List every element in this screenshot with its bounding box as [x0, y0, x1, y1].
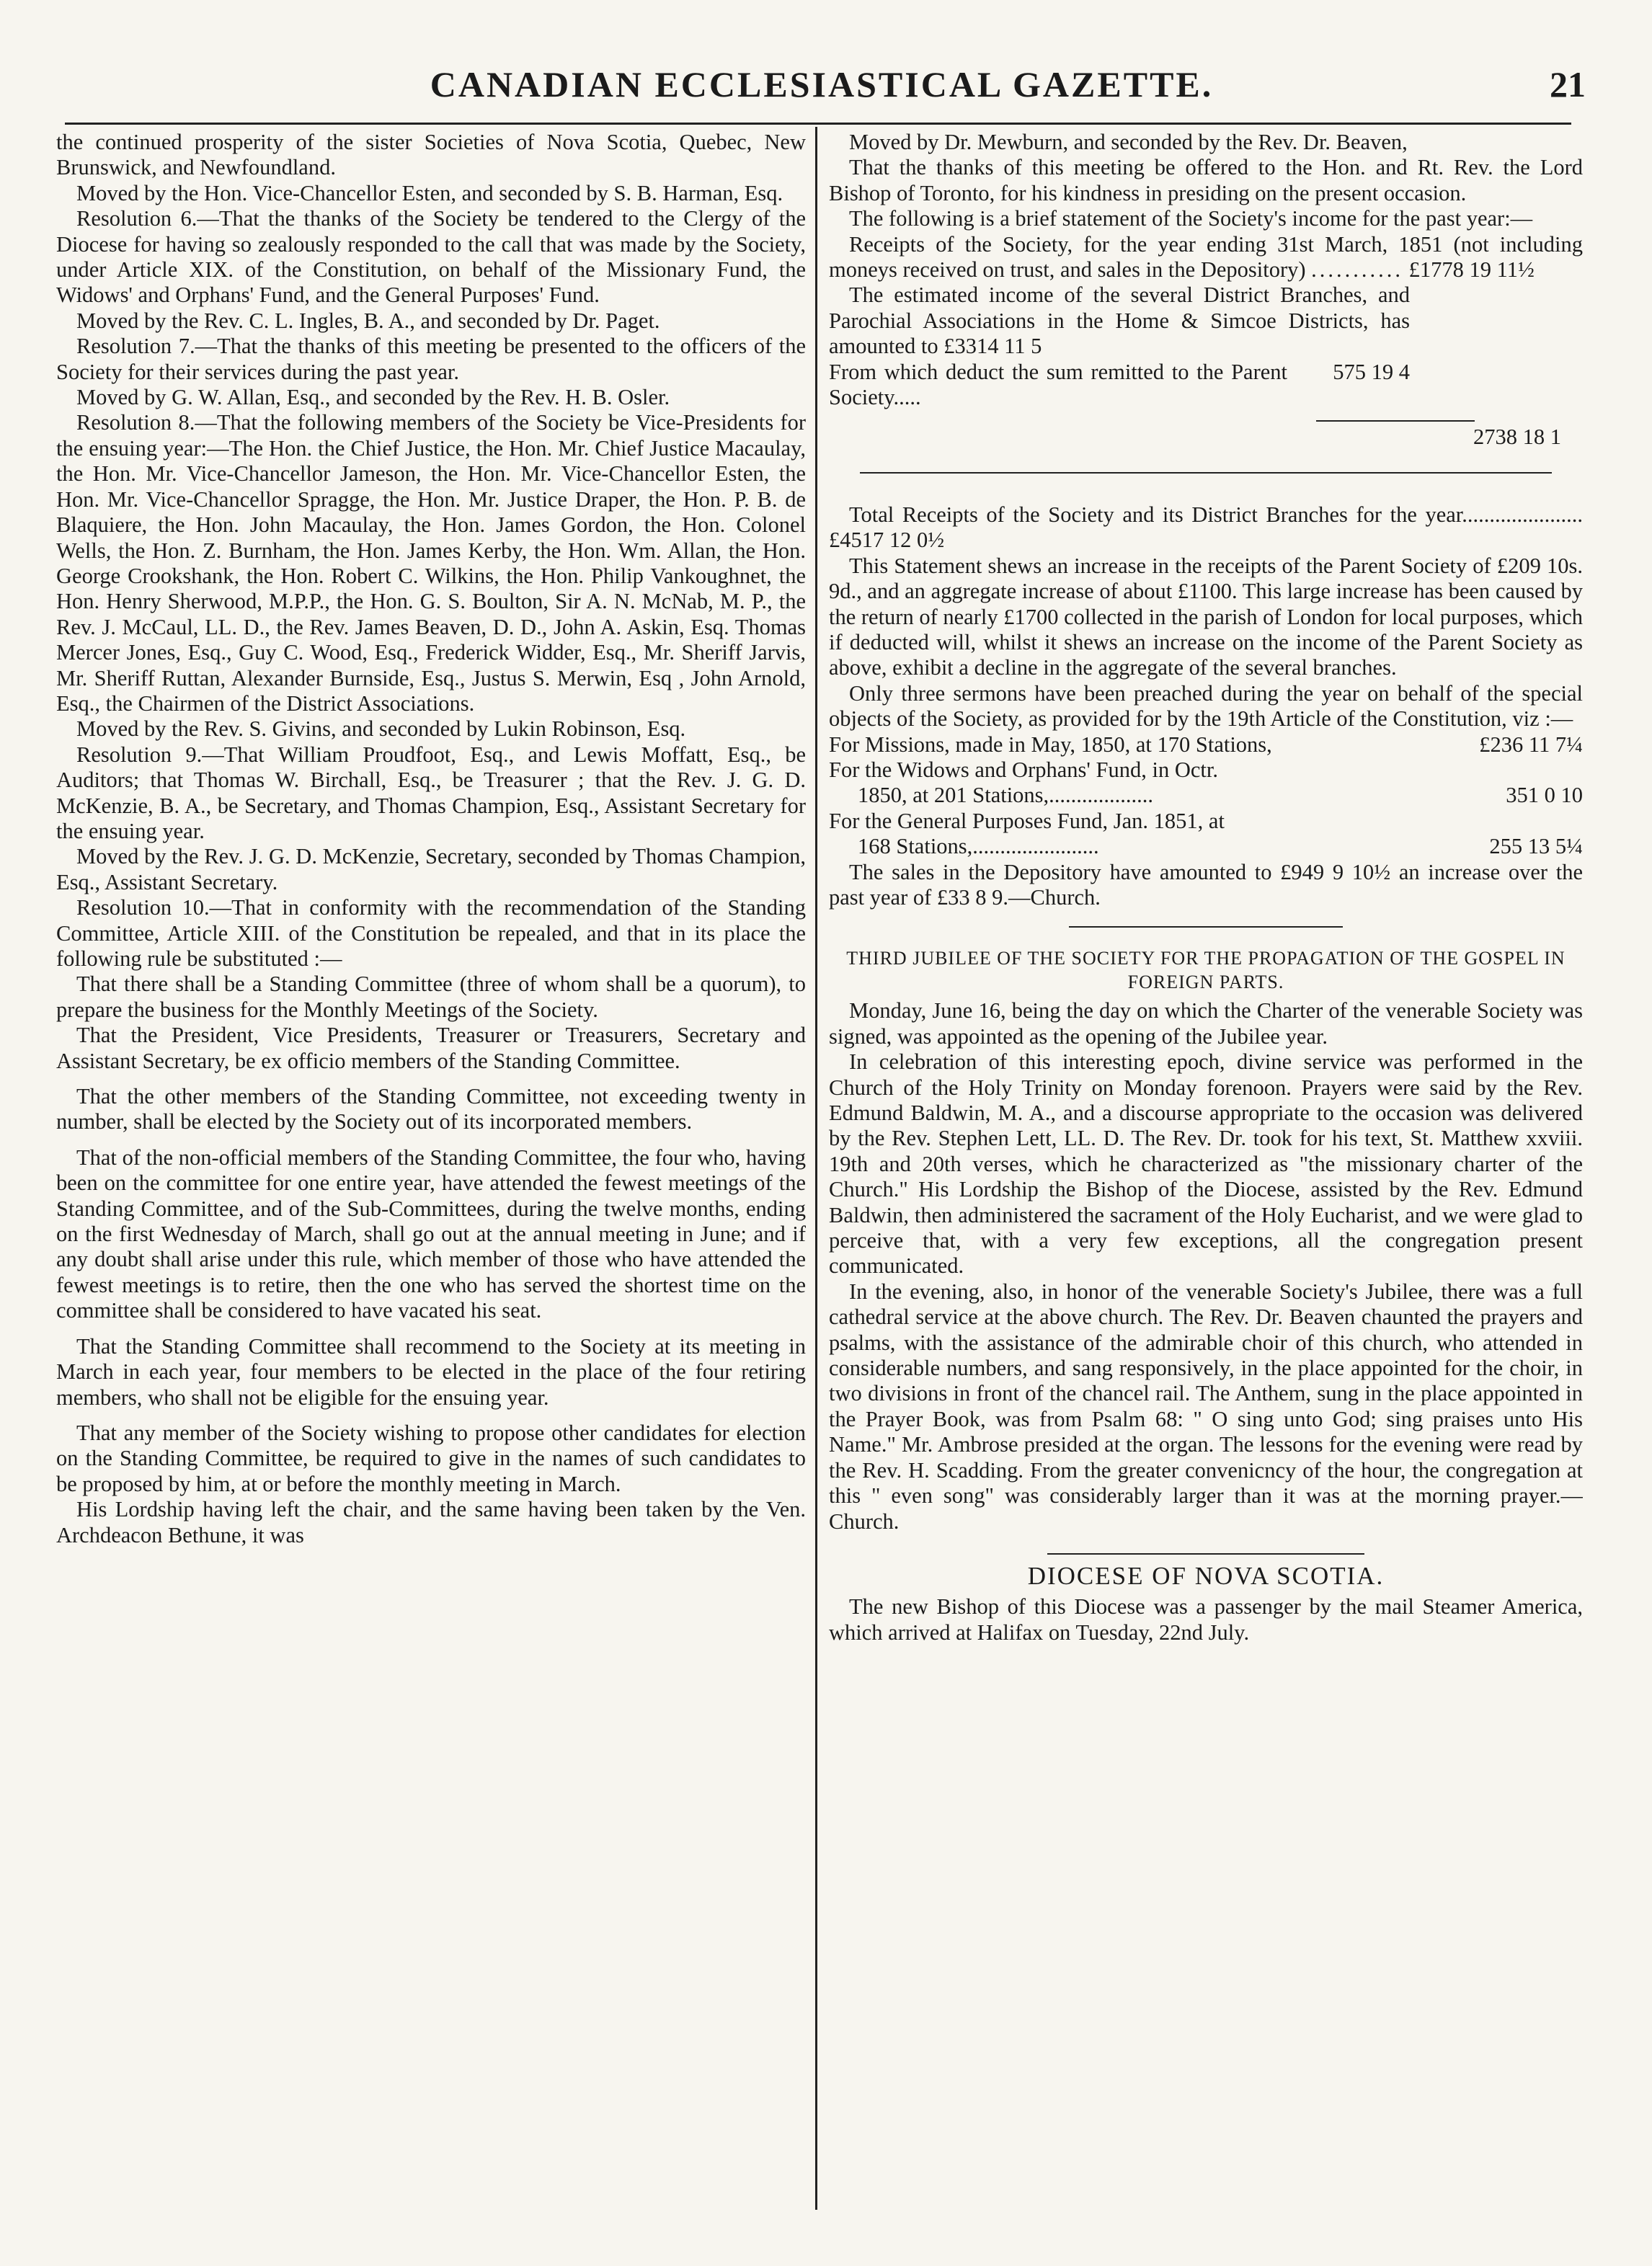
left-column: [56, 130, 806, 2205]
receipts-text: Receipts of the Society, for the year ending 31st March, 1851 (not including moneys received on trust, and sales in the Depository): [829, 231, 1583, 283]
total-amount: £4517 12 0½: [829, 528, 945, 553]
paragraph: This Statement shews an increase in the receipts of the Parent Society of £209 10s. 9d., and an aggregate increase of about £1100. This large increase has been caused by the return of nearly £1700 collected in the parish of London for local purposes, which if deducted will, whilst it shews an increase on the income of the Parent Society as above, exhibit a decline in the aggregate of the several branches.: [829, 553, 1583, 680]
paragraph: The following is a brief statement of the Society's income for the past year:—: [849, 206, 1533, 231]
sermon-widows-label: For the Widows and Orphans' Fund, in Octr.: [829, 757, 1218, 782]
rule-paragraph: That the President, Vice Presidents, Treasurer or Treasurers, Secretary and Assistant Secretary, be ex officio members of the Standing Committee.: [56, 1023, 806, 1073]
paragraph: The new Bishop of this Diocese was a passenger by the mail Steamer America, which arrived at Halifax on Tuesday, 22nd July.: [829, 1594, 1583, 1645]
general-text: 168 Stations,.......................: [858, 834, 1099, 859]
nova-scotia-heading: DIOCESE OF NOVA SCOTIA.: [1027, 1561, 1385, 1590]
deduct-amount: 575 19 4: [1333, 359, 1410, 384]
estimated-amount: £3314 11 5: [943, 334, 1042, 359]
missions-text: For Missions, made in May, 1850, at 170 Stations,: [829, 732, 1272, 757]
rule-paragraph: That any member of the Society wishing to propose other candidates for election on the Standing Committee, be required to give in the names of such candidates to be proposed by him, at or before the monthly meeting in March.: [56, 1420, 806, 1496]
jubilee-heading: THIRD JUBILEE OF THE SOCIETY FOR THE PROPAGATION OF THE GOSPEL IN FOREIGN PARTS.: [846, 948, 1566, 993]
paragraph: Moved by the Hon. Vice-Chancellor Esten, and seconded by S. B. Harman, Esq.: [76, 180, 783, 205]
sermon-widows: [829, 783, 1583, 808]
paragraph: Moved by the Rev. S. Givins, and seconded by Lukin Robinson, Esq.: [76, 716, 686, 742]
rule-paragraph: That the other members of the Standing Committee, not exceeding twenty in number, shall be elected by the Society out of its incorporated members.: [56, 1084, 806, 1134]
resolution-9: Resolution 9.—That William Proudfoot, Esq., and Lewis Moffatt, Esq., be Auditors; that Thomas W. Birchall, Esq., be Treasurer ; that the Rev. J. G. D. McKenzie, B. A., be Secretary, and Thomas Champion, Esq., Assistant Secretary for the ensuing year.: [56, 742, 806, 843]
section-rule: [860, 472, 1552, 474]
statement-deduct: [829, 360, 1583, 411]
paragraph: the continued prosperity of the sister Societies of Nova Scotia, Quebec, New Brunswick, and Newfoundland.: [56, 130, 806, 180]
net-amount: 2738 18 1: [1473, 425, 1561, 450]
resolution-6: Resolution 6.—That the thanks of the Society be tendered to the Clergy of the Diocese for having so zealously responded to the call that was made by the Society, under Article XIX. of the Constitution, on behalf of the Missionary Fund, the Widows' and Orphans' Fund, and the General Purposes' Fund.: [56, 206, 806, 308]
paragraph: In celebration of this interesting epoch, divine service was performed in the Church of the Holy Trinity on Monday forenoon. Prayers were said by the Rev. Edmund Baldwin, M. A., and a discourse appropriate to the occasion was delivered by the Rev. Stephen Lett, LL. D. The Rev. Dr. took for his text, St. Matthew xxviii. 19th and 20th verses, which he characterized as "the missionary charter of the Church." His Lordship the Bishop of the Diocese, assisted by the Rev. Edmund Baldwin, then administered the sacrament of the Holy Eucharist, and we were glad to perceive that, with a very few exceptions, all the congregation present communicated.: [829, 1049, 1583, 1279]
deduct-text: From which deduct the sum remitted to the Parent Society.....: [829, 359, 1287, 410]
paragraph: Moved by the Rev. J. G. D. McKenzie, Secretary, seconded by Thomas Champion, Esq., Assistant Secretary.: [56, 844, 806, 894]
statement-total: [829, 502, 1583, 554]
widows-text: 1850, at 201 Stations,...................: [858, 783, 1154, 808]
rule-paragraph: That there shall be a Standing Committee (three of whom shall be a quorum), to prepare the business for the Monthly Meetings of the Society.: [56, 972, 806, 1022]
sermon-general: [829, 834, 1583, 859]
page-title: CANADIAN ECCLESIASTICAL GAZETTE.: [430, 64, 1214, 105]
statement-estimated: [829, 283, 1583, 359]
section-rule: [1069, 926, 1343, 928]
paragraph: Moved by Dr. Mewburn, and seconded by the Rev. Dr. Beaven,: [849, 130, 1408, 154]
paragraph: Only three sermons have been preached during the year on behalf of the special objects of the Society, as provided for by the 19th Article of the Constitution, viz :—: [829, 680, 1583, 732]
subtotal-rule: [1316, 420, 1475, 422]
paragraph: Moved by G. W. Allan, Esq., and seconded by the Rev. H. B. Osler.: [76, 385, 670, 410]
resolution-8: Resolution 8.—That the following members of the Society be Vice-Presidents for the ensuing year:—The Hon. the Chief Justice, the Hon. Mr. Chief Justice Macaulay, the Hon. Mr. Vice-Chancellor Jameson, the Hon. Mr. Vice-Chancellor Esten, the Hon. Mr. Vice-Chancellor Spragge, the Hon. Mr. Justice Draper, the Hon. P. B. de Blaquiere, the Hon. John Macaulay, the Hon. James Gordon, the Hon. Colonel Wells, the Hon. Z. Burnham, the Hon. James Kerby, the Hon. Wm. Allan, the Hon. George Crookshank, the Hon. Robert C. Wilkins, the Hon. Philip Vankoughnet, the Hon. Henry Sherwood, M.P.P., the Hon. G. S. Boulton, Sir A. N. McNab, M. P., the Rev. J. McCaul, LL. D., the Rev. James Beaven, D. D., John A. Askin, Esq. Thomas Mercer Jones, Esq., Guy C. Wood, Esq., Frederick Widder, Esq., Mr. Sheriff Jarvis, Mr. Sheriff Ruttan, Alexander Burnside, Esq., Justus S. Merwin, Esq , John Arnold, Esq., the Chairmen of the District Associations.: [56, 410, 806, 716]
paragraph: In the evening, also, in honor of the venerable Society's Jubilee, there was a full cathedral service at the above church. The Rev. Dr. Beaven chaunted the prayers and psalms, with the assistance of the admirable choir of this church, who attended in considerable numbers, and sang responsively, in the place appointed for the choir, in two divisions in front of the chancel rail. The Anthem, sung in the place appointed in the Prayer Book, was from Psalm 68: " O sing unto God; sing praises unto His Name." Mr. Ambrose presided at the organ. The lessons for the evening were read by the Rev. H. Scadding. From the greater convenicncy of the hour, the congregation at this " even song" was considerably larger than it was at the morning prayer.—Church.: [829, 1279, 1583, 1534]
sermon-general-label: For the General Purposes Fund, Jan. 1851, at: [829, 808, 1225, 833]
section-rule: [1047, 1553, 1364, 1555]
widows-amount: 351 0 10: [1506, 783, 1583, 808]
statement-receipts: Receipts of the Society, for the year ending 31st March, 1851 (not including moneys received on trust, and sales in the Depository) ........... £1778 19 11½: [829, 231, 1583, 283]
general-amount: 255 13 5¼: [1489, 834, 1583, 859]
resolution-10: Resolution 10.—That in conformity with the recommendation of the Standing Committee, Article XIII. of the Constitution be repealed, and that in its place the following rule be substituted :—: [56, 895, 806, 971]
paragraph: That the thanks of this meeting be offered to the Hon. and Rt. Rev. the Lord Bishop of Toronto, for his kindness in presiding on the present occasion.: [829, 155, 1583, 205]
page-header: [29, 29, 1615, 108]
column-rule: [815, 127, 817, 2210]
sermon-missions: [829, 732, 1583, 757]
paragraph: Moved by the Rev. C. L. Ingles, B. A., and seconded by Dr. Paget.: [76, 308, 660, 333]
estimated-text: The estimated income of the several District Branches, and Parochial Associations in the Home & Simcoe Districts, has amounted to: [829, 283, 1410, 359]
rule-paragraph: That of the non-official members of the Standing Committee, the four who, having been on the committee for one entire year, have attended the fewest meetings of the Standing Committee, and of the Sub-Committees, during the twelve months, ending on the first Wednesday of March, shall go out at the annual meeting in June; and if any doubt shall arise under this rule, which member of those who have attended the fewest meetings is to retire, then the one who has served the shortest time on the committee shall be considered to have vacated his seat.: [56, 1145, 806, 1323]
page-number: 21: [1550, 64, 1586, 105]
receipts-amount: £1778 19 11½: [1408, 257, 1535, 283]
total-text: Total Receipts of the Society and its District Branches for the year......................: [849, 502, 1583, 527]
right-column: [829, 130, 1583, 2205]
paragraph: His Lordship having left the chair, and the same having been taken by the Ven. Archdeacon Bethune, it was: [56, 1497, 806, 1547]
header-rule: [65, 123, 1571, 125]
rule-paragraph: That the Standing Committee shall recommend to the Society at its meeting in March in each year, four members to be elected in the place of the four retiring members, who shall not be eligible for the ensuing year.: [56, 1333, 806, 1410]
paragraph: The sales in the Depository have amounted to £949 9 10½ an increase over the past year of £33 8 9.—Church.: [829, 859, 1583, 910]
resolution-7: Resolution 7.—That the thanks of this meeting be presented to the officers of the Society for their services during the past year.: [56, 334, 806, 384]
missions-amount: £236 11 7¼: [1479, 732, 1583, 757]
paragraph: Monday, June 16, being the day on which the Charter of the venerable Society was signed, was appointed as the opening of the Jubilee year.: [829, 998, 1583, 1049]
